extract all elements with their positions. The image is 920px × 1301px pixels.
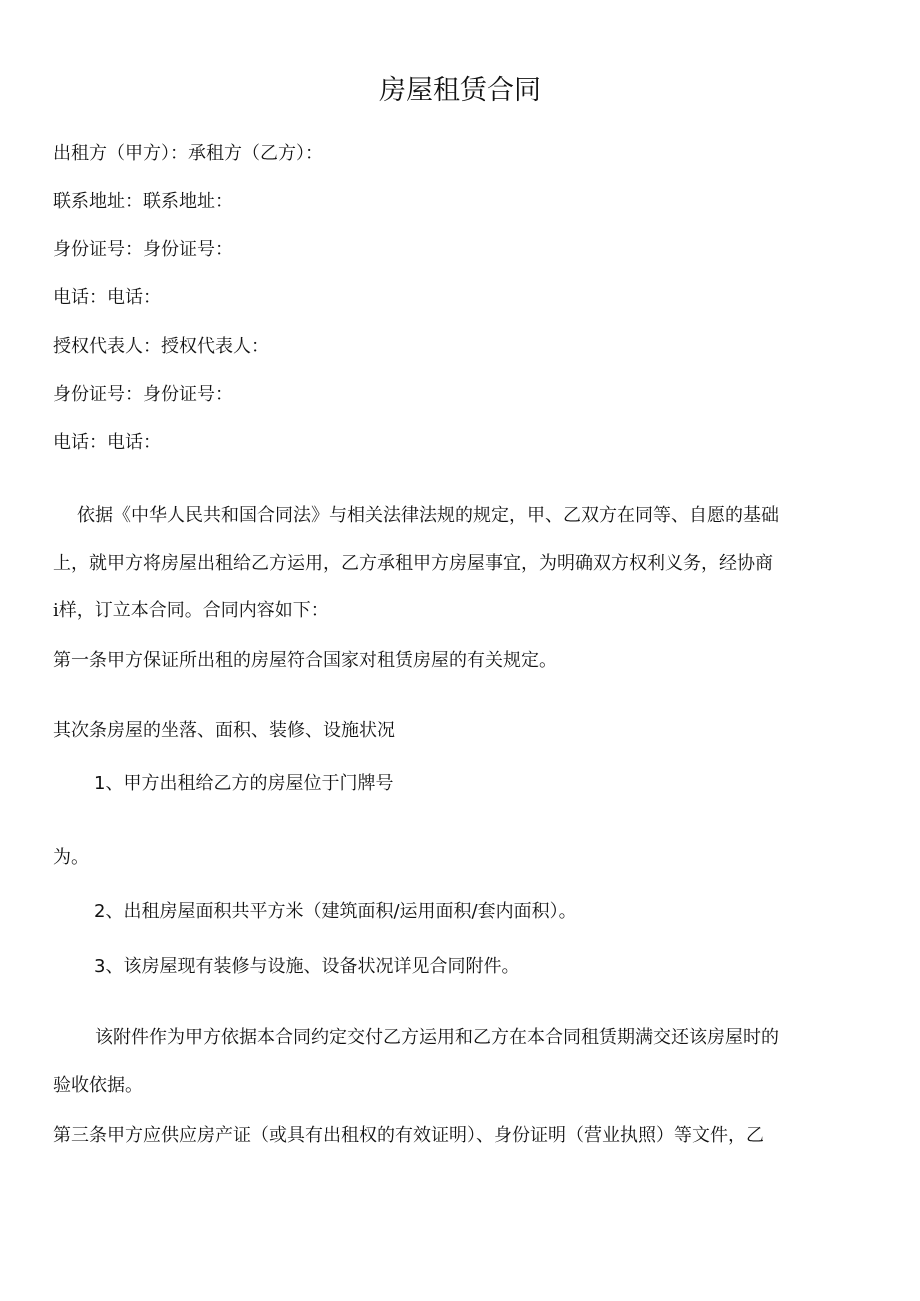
representative-line: 授权代表人：授权代表人： <box>53 336 269 357</box>
intro-line-1: 依据《中华人民共和国合同法》与相关法律法规的规定，甲、乙双方在同等、自愿的基础 <box>77 505 779 526</box>
party-id-line: 身份证号：身份证号： <box>53 239 233 260</box>
appendix-note-line-1: 该附件作为甲方依据本合同约定交付乙方运用和乙方在本合同租赁期满交还该房屋时的 <box>95 1027 779 1048</box>
article-2-item-2: 2、出租房屋面积共平方米（建筑面积/运用面积/套内面积）。 <box>94 901 577 922</box>
intro-line-2: 上，就甲方将房屋出租给乙方运用，乙方承租甲方房屋事宜，为明确双方权利义务，经协商 <box>53 553 773 574</box>
representative-id-line: 身份证号：身份证号： <box>53 384 233 405</box>
article-2-item-3: 3、该房屋现有装修与设施、设备状况详见合同附件。 <box>94 956 520 977</box>
article-1: 第一条甲方保证所出租的房屋符合国家对租赁房屋的有关规定。 <box>53 650 557 671</box>
party-name-line: 出租方（甲方）：承租方（乙方）： <box>53 143 323 164</box>
article-2-item-1-continued: 为。 <box>53 847 89 868</box>
article-2-heading: 其次条房屋的坐落、面积、装修、设施状况 <box>53 720 395 741</box>
document-title: 房屋租赁合同 <box>379 75 541 106</box>
party-address-line: 联系地址：联系地址： <box>53 191 233 212</box>
appendix-note-line-2: 验收依据。 <box>53 1075 143 1096</box>
intro-line-3: i样，订立本合同。合同内容如下： <box>53 600 329 621</box>
representative-phone-line: 电话：电话： <box>53 432 161 453</box>
article-3: 第三条甲方应供应房产证（或具有出租权的有效证明）、身份证明（营业执照）等文件，乙 <box>53 1125 764 1146</box>
party-phone-line: 电话：电话： <box>53 287 161 308</box>
article-2-item-1: 1、甲方出租给乙方的房屋位于门牌号 <box>94 773 394 794</box>
